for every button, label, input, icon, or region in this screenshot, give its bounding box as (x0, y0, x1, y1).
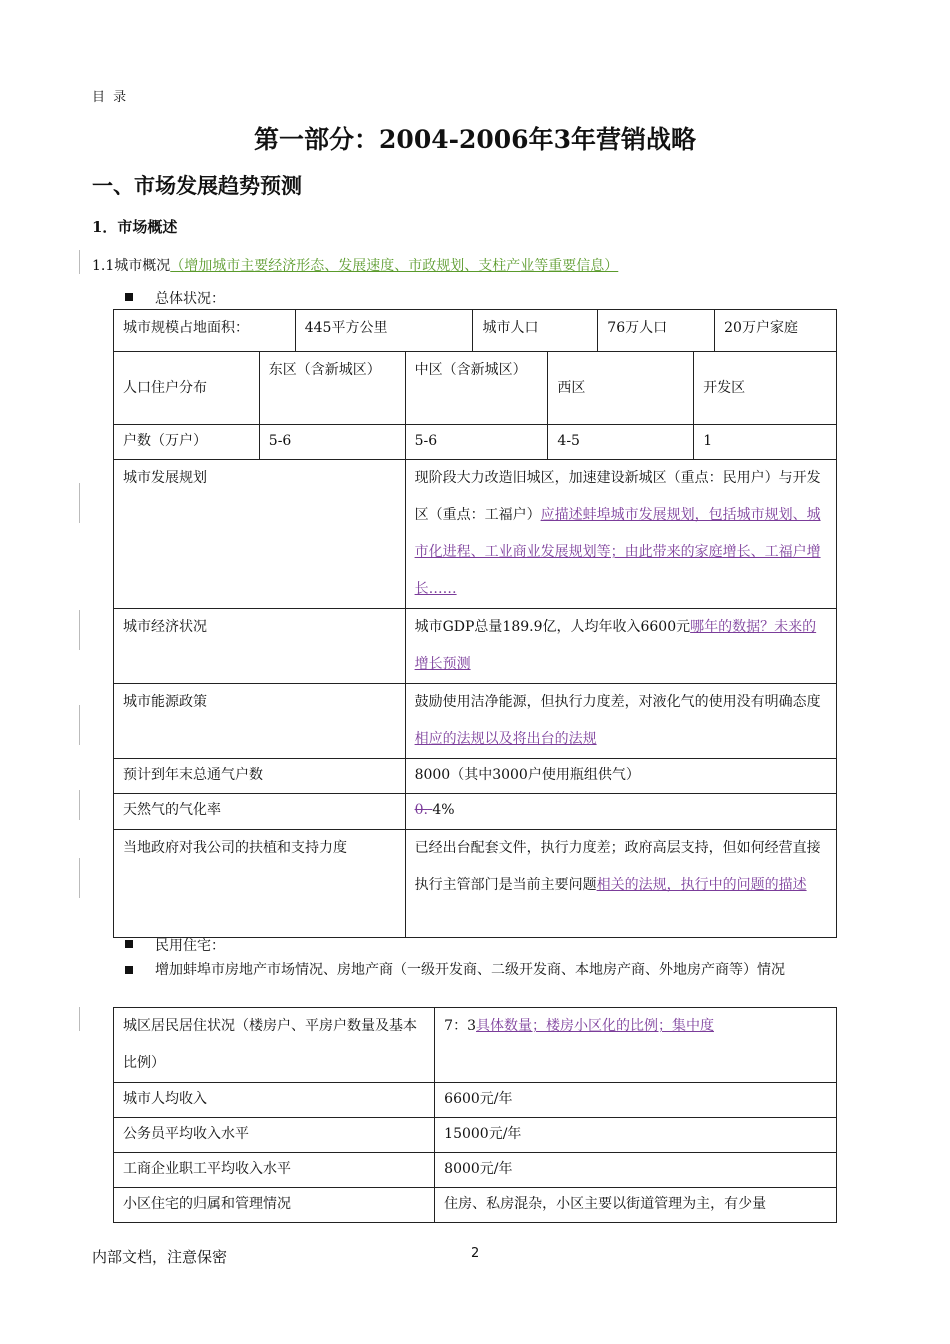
revision-bar (79, 1007, 80, 1031)
bullet-residential (125, 935, 225, 955)
table-cell: 城市人均收入 (114, 1083, 435, 1118)
table-cell: 城市规模占地面积： (114, 310, 296, 352)
table-row (114, 460, 837, 609)
table-cell: 开发区 (694, 352, 837, 425)
revision-note: 哪年的数据？未来的增长预测 (414, 619, 817, 672)
table-cell: 人口住户分布 (114, 352, 260, 425)
part-title: 第一部分：2004-2006年3年营销战略 (254, 125, 696, 154)
table-cell: 76万人口 (598, 310, 715, 352)
deleted-text: 0. (414, 802, 428, 818)
table-cell: 工商企业职工平均收入水平 (114, 1153, 435, 1188)
city-overview-table (113, 309, 837, 352)
residential-table (113, 1007, 837, 1223)
table-cell: 5-6 (405, 425, 548, 460)
table-cell: 4-5 (548, 425, 694, 460)
table-row (114, 794, 837, 830)
table-cell: 0. 4% (405, 794, 836, 830)
toc-heading: 目 录 (92, 90, 129, 105)
table-row (114, 425, 837, 460)
table-cell: 现阶段大力改造旧城区，加速建设新城区（重点：民用户）与开发区（重点：工福户）应描述蚌埠城市发展规划，包括城市规划、城市化进程、工业商业发展规划等；由此带来的家庭增长、工福户增长…… (405, 460, 836, 609)
table-cell: 中区（含新城区） (405, 352, 548, 425)
table-row (114, 759, 837, 794)
table-cell: 8000元/年 (435, 1153, 837, 1188)
table-cell: 8000（其中3000户使用瓶组供气） (405, 759, 836, 794)
table-cell: 户数（万户） (114, 425, 260, 460)
table-cell: 住房、私房混杂，小区主要以街道管理为主，有少量 (435, 1188, 837, 1223)
revision-note: 应描述蚌埠城市发展规划，包括城市规划、城市化进程、工业商业发展规划等；由此带来的家庭增长、工福户增长…… (414, 507, 821, 597)
footer-confidential: 内部文档，注意保密 (92, 1248, 228, 1266)
revision-bar (79, 250, 80, 274)
table-row (114, 684, 837, 759)
revision-note: 具体数量；楼房小区化的比例；集中度 (476, 1018, 714, 1034)
population-table (113, 351, 837, 460)
section-label: 1.1城市概况 (92, 258, 171, 274)
bullet-text: 民用住宅： (155, 938, 225, 954)
table-cell: 6600元/年 (435, 1083, 837, 1118)
table-cell: 公务员平均收入水平 (114, 1118, 435, 1153)
table-cell: 15000元/年 (435, 1118, 837, 1153)
table-cell: 城市人口 (473, 310, 598, 352)
table-cell: 当地政府对我公司的扶植和支持力度 (114, 830, 406, 938)
bullet-square-icon (125, 966, 133, 974)
section-revision-note: （增加城市主要经济形态、发展速度、市政规划、支柱产业等重要信息） (170, 258, 619, 274)
table-row (114, 609, 837, 684)
bullet-square-icon (125, 940, 133, 948)
bullet-overall (125, 288, 225, 308)
table-row (114, 1153, 837, 1188)
table-cell: 城市经济状况 (114, 609, 406, 684)
table-cell: 东区（含新城区） (259, 352, 405, 425)
table-cell: 预计到年末总通气户数 (114, 759, 406, 794)
bullet-text: 总体状况： (155, 291, 225, 307)
bullet-text: 增加蚌埠市房地产市场情况、房地产商（一级开发商、二级开发商、本地房产商、外地房产商等）情况 (155, 962, 785, 978)
table-cell: 5-6 (259, 425, 405, 460)
revision-bar (79, 483, 80, 523)
table-cell: 20万户家庭 (715, 310, 837, 352)
table-cell: 城市能源政策 (114, 684, 406, 759)
table-cell: 7：3具体数量；楼房小区化的比例；集中度 (435, 1008, 837, 1083)
revision-bar (79, 610, 80, 650)
table-row (114, 352, 837, 425)
table-row (114, 1188, 837, 1223)
bullet-square-icon (125, 293, 133, 301)
table-row (114, 1083, 837, 1118)
table-cell: 1 (694, 425, 837, 460)
revision-bar (79, 705, 80, 745)
revision-note: 相应的法规以及将出台的法规 (414, 731, 597, 747)
revision-bar (79, 858, 80, 898)
heading-level-2: 1．市场概述 (92, 218, 178, 236)
revision-note: 相关的法规，执行中的问题的描述 (596, 877, 807, 893)
table-cell: 西区 (548, 352, 694, 425)
table-row (114, 830, 837, 938)
table-cell: 已经出台配套文件，执行力度差；政府高层支持，但如何经营直接执行主管部门是当前主要问题相关的法规，执行中的问题的描述 (405, 830, 836, 938)
city-details-table (113, 459, 837, 938)
page-number: 2 (471, 1246, 480, 1261)
table-cell: 鼓励使用洁净能源，但执行力度差，对液化气的使用没有明确态度相应的法规以及将出台的法规 (405, 684, 836, 759)
table-row (114, 1008, 837, 1083)
table-cell: 城市发展规划 (114, 460, 406, 609)
table-row (114, 1118, 837, 1153)
table-cell: 城区居民居住状况（楼房户、平房户数量及基本比例） (114, 1008, 435, 1083)
table-cell: 445平方公里 (295, 310, 473, 352)
section-heading (92, 255, 618, 275)
revision-bar (79, 790, 80, 820)
bullet-market (125, 958, 865, 982)
heading-level-1: 一、市场发展趋势预测 (92, 173, 302, 198)
table-cell: 城市GDP总量189.9亿，人均年收入6600元哪年的数据？未来的增长预测 (405, 609, 836, 684)
table-cell: 天然气的气化率 (114, 794, 406, 830)
table-row (114, 310, 837, 352)
table-cell: 小区住宅的归属和管理情况 (114, 1188, 435, 1223)
